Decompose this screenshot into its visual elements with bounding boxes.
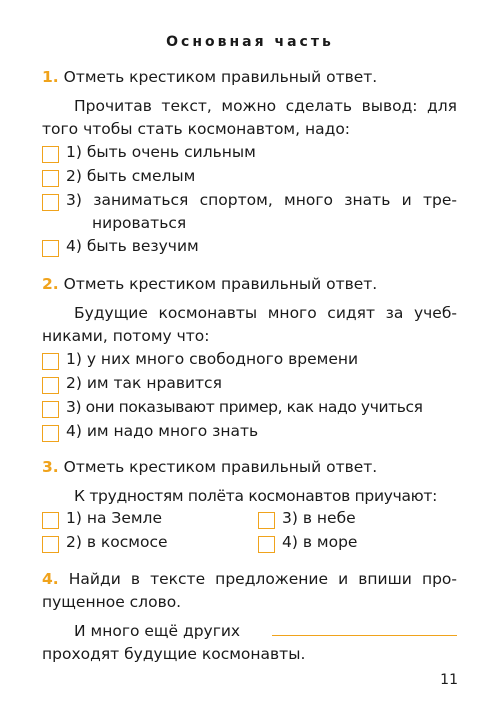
q1-option2: 2) быть смелым bbox=[66, 167, 196, 185]
checkbox-q1-option2[interactable] bbox=[42, 170, 59, 187]
q1-option3: 3) заниматься спортом, много знать и тре- bbox=[66, 191, 457, 209]
question-2-text-line1: Будущие космонавты много сидят за учеб- bbox=[74, 304, 457, 322]
question-3-instruction-text: Отметь крестиком правильный ответ. bbox=[63, 458, 378, 476]
page-number: 11 bbox=[440, 672, 458, 688]
checkbox-q2-option2[interactable] bbox=[42, 377, 59, 394]
checkbox-q3-option4[interactable] bbox=[258, 536, 275, 553]
checkbox-q2-option3[interactable] bbox=[42, 401, 59, 418]
question-4-instruction-text: Найди в тексте предложение и впиши про- bbox=[68, 570, 458, 588]
q2-option1: 1) у них много свободного времени bbox=[66, 350, 359, 368]
q1-option4: 4) быть везучим bbox=[66, 237, 199, 255]
question-3-text-line1: К трудностям полёта космонавтов приучают: bbox=[74, 487, 438, 505]
checkbox-q3-option1[interactable] bbox=[42, 512, 59, 529]
question-4-instruction-line2: пущенное слово. bbox=[42, 593, 182, 611]
question-1-text-line2: того чтобы стать космонавтом, надо: bbox=[42, 120, 351, 138]
question-4-sentence-start: И много ещё других bbox=[74, 622, 241, 640]
q1-option1: 1) быть очень сильным bbox=[66, 143, 256, 161]
answer-blank-line[interactable] bbox=[272, 635, 457, 636]
q2-option4: 4) им надо много знать bbox=[66, 422, 259, 440]
question-2-text-line2: никами, потому что: bbox=[42, 327, 210, 345]
checkbox-q2-option4[interactable] bbox=[42, 425, 59, 442]
q2-option2: 2) им так нравится bbox=[66, 374, 222, 392]
question-1-number: 1. bbox=[42, 68, 59, 86]
checkbox-q1-option1[interactable] bbox=[42, 146, 59, 163]
question-3-instruction bbox=[42, 458, 377, 476]
q2-option3: 3) они показывают пример, как надо учиться bbox=[66, 398, 423, 416]
question-1-text-line1: Прочитав текст, можно сделать вывод: для bbox=[74, 97, 457, 115]
question-3-number: 3. bbox=[42, 458, 59, 476]
section-title: Основная часть bbox=[166, 34, 334, 50]
question-2-instruction bbox=[42, 275, 377, 293]
question-1-instruction bbox=[42, 68, 377, 86]
question-4-sentence-end: проходят будущие космонавты. bbox=[42, 645, 306, 663]
question-4-instruction bbox=[42, 570, 457, 588]
q3-option3: 3) в небе bbox=[282, 509, 356, 527]
question-2-instruction-text: Отметь крестиком правильный ответ. bbox=[63, 275, 378, 293]
q1-option3-continuation: нироваться bbox=[92, 214, 187, 232]
question-4-number: 4. bbox=[42, 570, 59, 588]
q3-option4: 4) в море bbox=[282, 533, 358, 551]
checkbox-q1-option3[interactable] bbox=[42, 194, 59, 211]
checkbox-q3-option2[interactable] bbox=[42, 536, 59, 553]
q3-option1: 1) на Земле bbox=[66, 509, 163, 527]
checkbox-q3-option3[interactable] bbox=[258, 512, 275, 529]
checkbox-q2-option1[interactable] bbox=[42, 353, 59, 370]
question-1-instruction-text: Отметь крестиком правильный ответ. bbox=[63, 68, 378, 86]
q3-option2: 2) в космосе bbox=[66, 533, 168, 551]
question-2-number: 2. bbox=[42, 275, 59, 293]
checkbox-q1-option4[interactable] bbox=[42, 240, 59, 257]
